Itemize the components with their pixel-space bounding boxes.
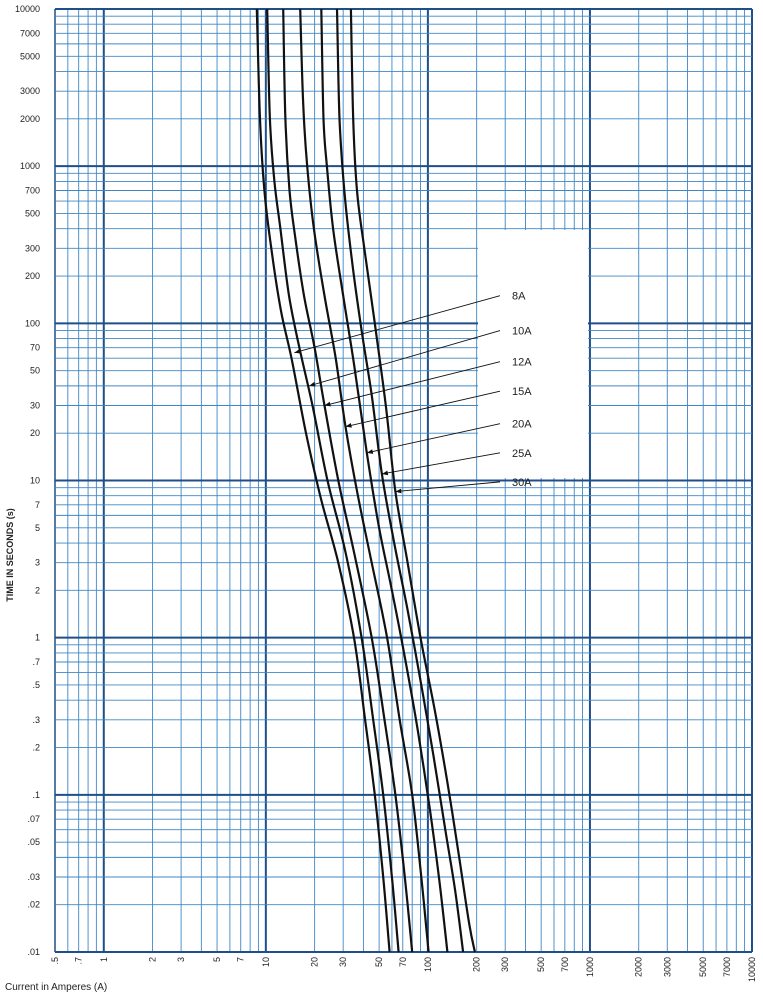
y-tick-label: 30 — [29, 400, 40, 411]
x-tick-label: 70 — [397, 957, 408, 968]
y-tick-label: 300 — [24, 243, 40, 254]
curve-label-12a: 12A — [512, 356, 532, 369]
x-tick-label: 3 — [176, 957, 187, 963]
curve-label-20a: 20A — [512, 418, 532, 431]
y-axis-label: TIME IN SECONDS (s) — [5, 508, 15, 602]
x-axis-label: Current in Amperes (A) — [5, 982, 108, 993]
y-tick-label: 7000 — [19, 28, 40, 39]
y-tick-label: 10 — [29, 475, 40, 486]
leader-line-30a — [395, 482, 500, 492]
x-tick-label: 7 — [235, 957, 246, 963]
curve-label-30a: 30A — [512, 476, 532, 489]
x-tick-label: 7000 — [721, 957, 732, 978]
x-tick-labels — [50, 957, 757, 982]
x-tick-label: 2 — [147, 957, 158, 963]
label-area-background — [478, 230, 588, 478]
y-tick-label: 500 — [24, 208, 40, 219]
x-tick-label: 100 — [422, 957, 433, 973]
x-tick-label: 10000 — [747, 957, 757, 983]
y-tick-label: 2000 — [19, 113, 40, 124]
x-tick-label: 30 — [338, 957, 349, 968]
x-tick-label: 1 — [98, 957, 109, 963]
y-tick-label: 3 — [34, 557, 40, 568]
y-tick-label: .3 — [32, 714, 40, 725]
y-tick-label: .5 — [32, 679, 40, 690]
curve-label-15a: 15A — [512, 386, 532, 399]
x-tick-label: 500 — [536, 957, 547, 973]
x-tick-label: 300 — [500, 957, 511, 973]
x-tick-label: 700 — [559, 957, 570, 973]
x-tick-label: 10 — [260, 957, 271, 968]
y-tick-label: 1000 — [19, 161, 40, 172]
y-tick-label: .2 — [32, 742, 40, 753]
x-tick-label: .7 — [73, 957, 84, 965]
y-tick-label: .02 — [27, 899, 40, 910]
y-tick-label: .07 — [27, 814, 40, 825]
y-tick-label: 1 — [34, 632, 40, 643]
x-tick-label: 5000 — [698, 957, 709, 978]
curve-label-8a: 8A — [512, 290, 526, 303]
y-tick-label: 5 — [34, 522, 40, 533]
x-tick-label: 20 — [309, 957, 320, 968]
y-tick-label: .1 — [32, 789, 40, 800]
y-tick-label: .01 — [27, 947, 40, 957]
x-tick-label: .5 — [50, 957, 60, 965]
y-tick-label: 700 — [24, 185, 40, 196]
y-tick-label: 20 — [29, 428, 40, 439]
y-tick-label: 3000 — [19, 86, 40, 97]
curve-label-25a: 25A — [512, 447, 532, 460]
y-tick-labels — [15, 4, 40, 957]
y-tick-label: .03 — [27, 872, 40, 883]
y-tick-label: .05 — [27, 837, 40, 848]
curve-label-10a: 10A — [512, 325, 532, 338]
y-tick-label: 7 — [34, 499, 40, 510]
y-tick-label: 200 — [24, 271, 40, 282]
x-tick-label: 1000 — [584, 957, 595, 978]
y-tick-label: 5000 — [19, 51, 40, 62]
y-tick-label: .7 — [32, 657, 40, 668]
y-tick-label: 10000 — [14, 4, 40, 14]
y-tick-label: 50 — [29, 365, 40, 376]
x-tick-label: 3000 — [662, 957, 673, 978]
chart-grid — [55, 9, 752, 952]
y-tick-label: 100 — [24, 318, 40, 329]
y-tick-label: 2 — [34, 585, 40, 596]
x-tick-label: 5 — [212, 957, 223, 963]
x-tick-label: 50 — [374, 957, 385, 968]
x-tick-label: 2000 — [633, 957, 644, 978]
y-tick-label: 70 — [29, 342, 40, 353]
x-tick-label: 200 — [471, 957, 482, 973]
